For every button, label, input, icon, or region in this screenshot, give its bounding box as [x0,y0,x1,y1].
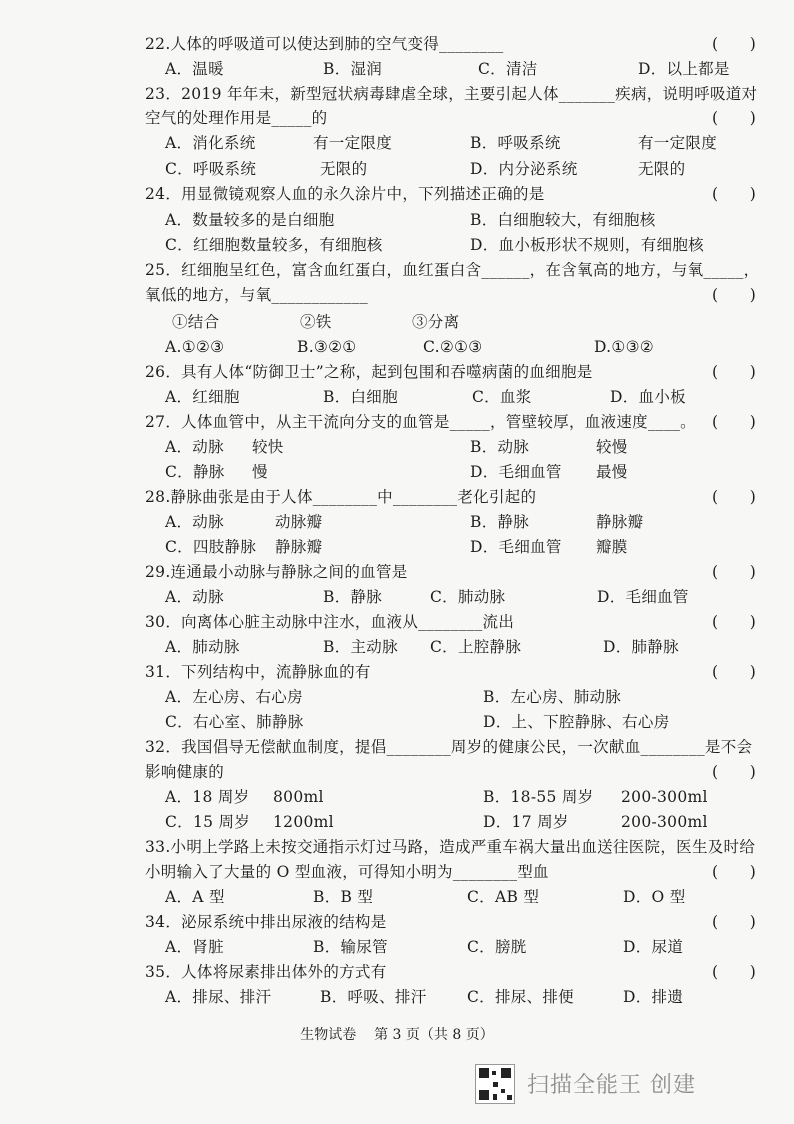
answer-option: C．血浆 [472,388,532,406]
question-text: 34．泌尿系统中排出尿液的结构是 [145,913,387,931]
answer-option: B．B 型 [313,888,374,906]
answer-option: C．15 周岁 [165,813,251,831]
question-line [0,735,794,760]
question-line [0,233,794,258]
answer-option: C．排尿、排便 [467,988,574,1006]
answer-option: C．红细胞数量较多，有细胞核 [165,236,383,254]
answer-option: D．尿道 [623,938,684,956]
question-text: 24．用显微镜观察人血的永久涂片中，下列描述正确的是 [145,185,545,203]
answer-bracket: ( ) [712,863,757,881]
question-line [0,760,794,785]
answer-bracket: ( ) [712,563,757,581]
question-line [0,935,794,960]
question-line [0,157,794,182]
question-text: 空气的处理作用是_____的 [145,109,328,127]
answer-bracket: ( ) [712,488,757,506]
answer-option: ②铁 [300,313,332,331]
answer-option: 最慢 [596,463,628,481]
answer-option: 静脉瓣 [596,513,644,531]
answer-option: A．A 型 [165,888,225,906]
answer-option: D．以上都是 [638,60,730,78]
answer-option: B．呼吸系统 [470,134,561,152]
answer-option: C．上腔静脉 [430,638,522,656]
answer-bracket: ( ) [712,413,757,431]
question-text: 33.小明上学路上未按交通指示灯过马路，造成严重车祸大量出血送往医院，医生及时给 [145,838,756,856]
question-text: 35．人体将尿素排出体外的方式有 [145,963,387,981]
answer-option: 200-300ml [621,813,708,831]
answer-option: 有一定限度 [638,134,718,152]
answer-bracket: ( ) [712,613,757,631]
answer-bracket: ( ) [712,185,757,203]
question-line [0,131,794,156]
answer-option: 慢 [252,463,268,481]
answer-option: ①结合 [172,313,220,331]
question-line [0,685,794,710]
answer-option: D．17 周岁 [483,813,569,831]
question-line [0,310,794,335]
answer-option: B．主动脉 [323,638,398,656]
answer-option: 有一定限度 [313,134,393,152]
question-line [0,283,794,308]
answer-option: A.①②③ [165,338,225,356]
question-line [0,560,794,585]
answer-option: A．肾脏 [165,938,224,956]
answer-option: A．数量较多的是白细胞 [165,211,335,229]
question-line [0,57,794,82]
answer-option: C．清洁 [478,60,538,78]
answer-option: D．肺静脉 [603,638,679,656]
answer-option: A．动脉 [165,513,224,531]
question-line [0,385,794,410]
question-line [0,82,794,107]
question-text: 29.连通最小动脉与静脉之间的血管是 [145,563,408,581]
answer-option: D．上、下腔静脉、右心房 [483,713,670,731]
question-line [0,985,794,1010]
qr-code-icon [475,1064,515,1104]
question-line [0,860,794,885]
question-text: 27．人体血管中，从主干流向分支的血管是_____，管壁较厚，血液速度____。 [145,413,696,431]
answer-option: 800ml [273,788,324,806]
answer-option: D．血小板 [610,388,686,406]
question-text: 影响健康的 [145,763,225,781]
question-line [0,182,794,207]
page-footer: 生物试卷 第 3 页（共 8 页） [300,1027,494,1043]
answer-bracket: ( ) [712,963,757,981]
answer-option: C．呼吸系统 [165,160,257,178]
question-line [0,410,794,435]
question-line [0,32,794,57]
question-text: 氧低的地方，与氧____________ [145,286,369,304]
answer-option: B．18-55 周岁 [483,788,594,806]
answer-option: B．湿润 [323,60,383,78]
answer-option: C.②①③ [423,338,483,356]
question-text: 23．2019 年年末，新型冠状病毒肆虐全球，主要引起人体_______疾病，说明呼吸道对 [145,85,758,103]
answer-option: A．动脉 [165,438,224,456]
answer-option: B．白细胞较大，有细胞核 [470,211,656,229]
answer-option: C．肺动脉 [430,588,506,606]
answer-bracket: ( ) [712,763,757,781]
answer-option: 较慢 [596,438,628,456]
answer-option: 1200ml [273,813,334,831]
question-line [0,635,794,660]
watermark-text: 扫描全能王 创建 [527,1073,696,1098]
answer-option: A．18 周岁 [165,788,250,806]
answer-option: B．呼吸、排汗 [320,988,427,1006]
question-text: 31．下列结构中，流静脉血的有 [145,663,371,681]
question-line [0,885,794,910]
question-line [0,660,794,685]
answer-option: B．白细胞 [323,388,398,406]
question-line [0,360,794,385]
answer-option: 瓣膜 [596,538,628,556]
answer-option: A．温暖 [165,60,224,78]
answer-option: 200-300ml [621,788,708,806]
answer-option: B．输尿管 [313,938,388,956]
answer-option: D．毛细血管 [597,588,689,606]
answer-option: 较快 [252,438,284,456]
answer-option: B．静脉 [470,513,530,531]
question-line [0,485,794,510]
answer-option: C．四肢静脉 [165,538,257,556]
question-line [0,208,794,233]
question-line [0,910,794,935]
question-line [0,106,794,131]
answer-bracket: ( ) [712,286,757,304]
answer-bracket: ( ) [712,913,757,931]
answer-option: C．AB 型 [467,888,540,906]
question-line [0,585,794,610]
answer-option: D.①③② [594,338,654,356]
question-line [0,335,794,360]
answer-option: B.③②① [297,338,357,356]
question-line [0,510,794,535]
scanner-watermark [475,1062,735,1106]
answer-bracket: ( ) [712,363,757,381]
question-text: 22.人体的呼吸道可以使达到肺的空气变得________ [145,35,504,53]
answer-option: 静脉瓣 [275,538,323,556]
question-line [0,960,794,985]
answer-option: D．排遗 [623,988,684,1006]
answer-bracket: ( ) [712,663,757,681]
answer-option: A．左心房、右心房 [165,688,303,706]
question-line [0,785,794,810]
answer-option: C．右心室、肺静脉 [165,713,304,731]
answer-option: 动脉瓣 [275,513,323,531]
answer-option: 无限的 [638,160,686,178]
question-line [0,535,794,560]
answer-option: ③分离 [412,313,460,331]
answer-option: A．动脉 [165,588,224,606]
question-text: 25．红细胞呈红色，富含血红蛋白，血红蛋白含______，在含氧高的地方，与氧_____， [145,261,760,279]
question-text: 28.静脉曲张是由于人体________中________老化引起的 [145,488,537,506]
answer-option: A．红细胞 [165,388,240,406]
answer-option: A．消化系统 [165,134,256,152]
question-text: 小明输入了大量的 O 型血液，可得知小明为________型血 [145,863,549,881]
question-line [0,460,794,485]
question-line [0,710,794,735]
answer-option: 无限的 [320,160,368,178]
question-text: 30．向离体心脏主动脉中注水，血液从________流出 [145,613,515,631]
answer-option: B．动脉 [470,438,530,456]
answer-option: D．O 型 [623,888,686,906]
answer-bracket: ( ) [712,35,757,53]
answer-option: D．毛细血管 [470,538,562,556]
answer-option: A．排尿、排汗 [165,988,272,1006]
question-text: 32．我国倡导无偿献血制度，提倡________周岁的健康公民，一次献血________是不会 [145,738,753,756]
question-line [0,810,794,835]
answer-option: D．毛细血管 [470,463,562,481]
answer-bracket: ( ) [712,109,757,127]
answer-option: D．内分泌系统 [470,160,578,178]
question-line [0,835,794,860]
answer-option: A．肺动脉 [165,638,240,656]
answer-option: C．膀胱 [467,938,527,956]
question-line [0,435,794,460]
answer-option: C．静脉 [165,463,225,481]
question-line [0,258,794,283]
question-line [0,610,794,635]
question-text: 26．具有人体“防御卫士”之称，起到包围和吞噬病菌的血细胞是 [145,363,593,381]
answer-option: B．左心房、肺动脉 [483,688,622,706]
answer-option: D．血小板形状不规则，有细胞核 [470,236,704,254]
answer-option: B．静脉 [323,588,383,606]
